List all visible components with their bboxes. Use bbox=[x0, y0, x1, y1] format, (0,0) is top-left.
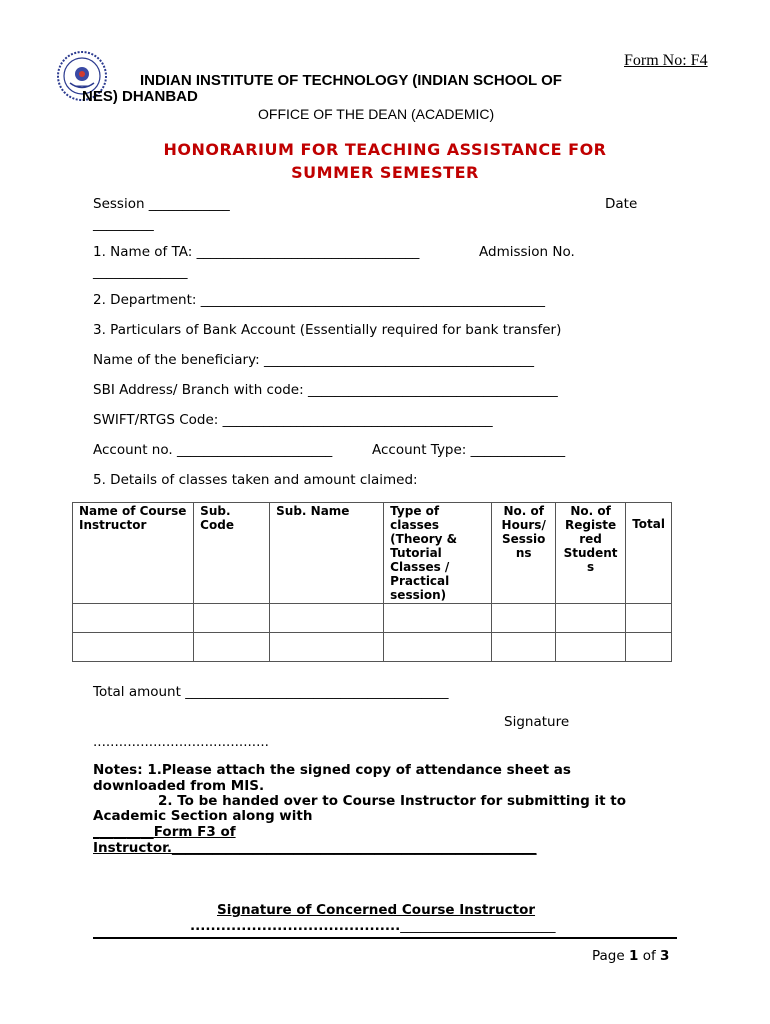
admission-field[interactable]: ______________ bbox=[93, 264, 188, 280]
office-name: OFFICE OF THE DEAN (ACADEMIC) bbox=[258, 106, 495, 122]
hours-line-2: Hours/ bbox=[501, 518, 546, 532]
date-label: Date bbox=[605, 196, 638, 212]
table-row bbox=[73, 604, 672, 633]
class-details-heading: 5. Details of classes taken and amount claimed: bbox=[93, 472, 418, 488]
concerned-signature-dots: ......................................... bbox=[190, 918, 401, 934]
beneficiary-field[interactable]: Name of the beneficiary: ________________________________________ bbox=[93, 352, 534, 368]
col-course-instructor: Name of Course Instructor bbox=[73, 503, 194, 604]
table-header-row bbox=[73, 503, 672, 604]
col-registered-students bbox=[555, 503, 625, 604]
hours-line-4: ns bbox=[515, 546, 532, 560]
table-cell[interactable] bbox=[626, 604, 672, 633]
concerned-signature-field[interactable] bbox=[190, 918, 556, 934]
note-2-line-d bbox=[93, 840, 536, 856]
page-prefix: Page bbox=[592, 948, 625, 964]
table-cell[interactable] bbox=[270, 604, 384, 633]
table-cell[interactable] bbox=[492, 633, 556, 662]
note-2-line-a: 2. To be handed over to Course Instructor for submitting it to bbox=[158, 793, 627, 809]
students-line-2: Registe bbox=[565, 518, 617, 532]
note-2-line-c bbox=[93, 824, 236, 840]
page-number: 1 bbox=[628, 948, 639, 964]
table-cell[interactable] bbox=[555, 633, 625, 662]
sbi-address-field[interactable]: SBI Address/ Branch with code: _____________________________________ bbox=[93, 382, 558, 398]
institute-name-line1: INDIAN INSTITUTE OF TECHNOLOGY (INDIAN SCHOOL OF bbox=[140, 72, 562, 89]
total-amount-field[interactable]: Total amount _______________________________________ bbox=[93, 684, 449, 700]
col-total: Total bbox=[626, 503, 672, 604]
col-type-of-classes: Type of classes (Theory & Tutorial Classes / Practical session) bbox=[384, 503, 492, 604]
table-cell[interactable] bbox=[384, 633, 492, 662]
account-number-field[interactable]: Account no. _______________________ bbox=[93, 442, 333, 458]
table-cell[interactable] bbox=[555, 604, 625, 633]
table-cell[interactable] bbox=[194, 604, 270, 633]
signature-label: Signature bbox=[504, 714, 570, 730]
students-line-1: No. of bbox=[570, 504, 611, 518]
session-field[interactable]: Session ____________ bbox=[93, 196, 230, 212]
students-line-4: Student bbox=[563, 546, 618, 560]
signature-field[interactable]: ......................................... bbox=[93, 734, 269, 750]
swift-rtgs-field[interactable]: SWIFT/RTGS Code: ________________________________________ bbox=[93, 412, 493, 428]
table-cell[interactable] bbox=[384, 604, 492, 633]
ta-name-field[interactable]: 1. Name of TA: _________________________________ bbox=[93, 244, 420, 260]
col-sub-name: Sub. Name bbox=[270, 503, 384, 604]
table-cell[interactable] bbox=[194, 633, 270, 662]
page-total: 3 bbox=[660, 948, 670, 964]
institute-name-line2: NES) DHANBAD bbox=[82, 88, 198, 105]
table-cell[interactable] bbox=[270, 633, 384, 662]
col-sub-code: Sub. Code bbox=[194, 503, 270, 604]
admission-label: Admission No. bbox=[479, 244, 575, 260]
note-1-line-b: downloaded from MIS. bbox=[93, 778, 265, 794]
students-line-3: red bbox=[579, 532, 602, 546]
concerned-signature-label: Signature of Concerned Course Instructor bbox=[217, 902, 536, 918]
form-number: Form No: F4 bbox=[624, 52, 708, 69]
note-2-line-c-text: Form F3 of bbox=[153, 824, 236, 840]
concerned-signature-blank: _______________________ bbox=[400, 918, 556, 934]
form-title-line2: SUMMER SEMESTER bbox=[291, 163, 479, 182]
table-cell[interactable] bbox=[73, 604, 194, 633]
students-line-5: s bbox=[586, 560, 595, 574]
note-2-line-c-blank: _________ bbox=[93, 824, 154, 840]
hours-line-3: Sessio bbox=[501, 532, 546, 546]
class-details-table bbox=[72, 502, 672, 662]
account-type-field[interactable]: Account Type: ______________ bbox=[372, 442, 566, 458]
note-2-line-b: Academic Section along with bbox=[93, 808, 313, 824]
note-2-line-d-text: Instructor. bbox=[93, 840, 172, 856]
department-field[interactable]: 2. Department: ___________________________________________________ bbox=[93, 292, 545, 308]
note-1-line-a: Notes: 1.Please attach the signed copy of attendance sheet as bbox=[93, 762, 571, 778]
footer-divider bbox=[93, 937, 677, 939]
form-title-line1: HONORARIUM FOR TEACHING ASSISTANCE FOR bbox=[163, 140, 607, 159]
table-cell[interactable] bbox=[626, 633, 672, 662]
bank-particulars-heading: 3. Particulars of Bank Account (Essentially required for bank transfer) bbox=[93, 322, 562, 338]
table-cell[interactable] bbox=[492, 604, 556, 633]
table-cell[interactable] bbox=[73, 633, 194, 662]
note-2-line-d-blank: ______________________________________________________ bbox=[171, 840, 537, 856]
page-of: of bbox=[642, 948, 656, 964]
hours-line-1: No. of bbox=[503, 504, 544, 518]
col-hours-sessions bbox=[492, 503, 556, 604]
table-row bbox=[73, 633, 672, 662]
page-indicator bbox=[592, 948, 669, 964]
date-field[interactable]: _________ bbox=[93, 216, 154, 232]
